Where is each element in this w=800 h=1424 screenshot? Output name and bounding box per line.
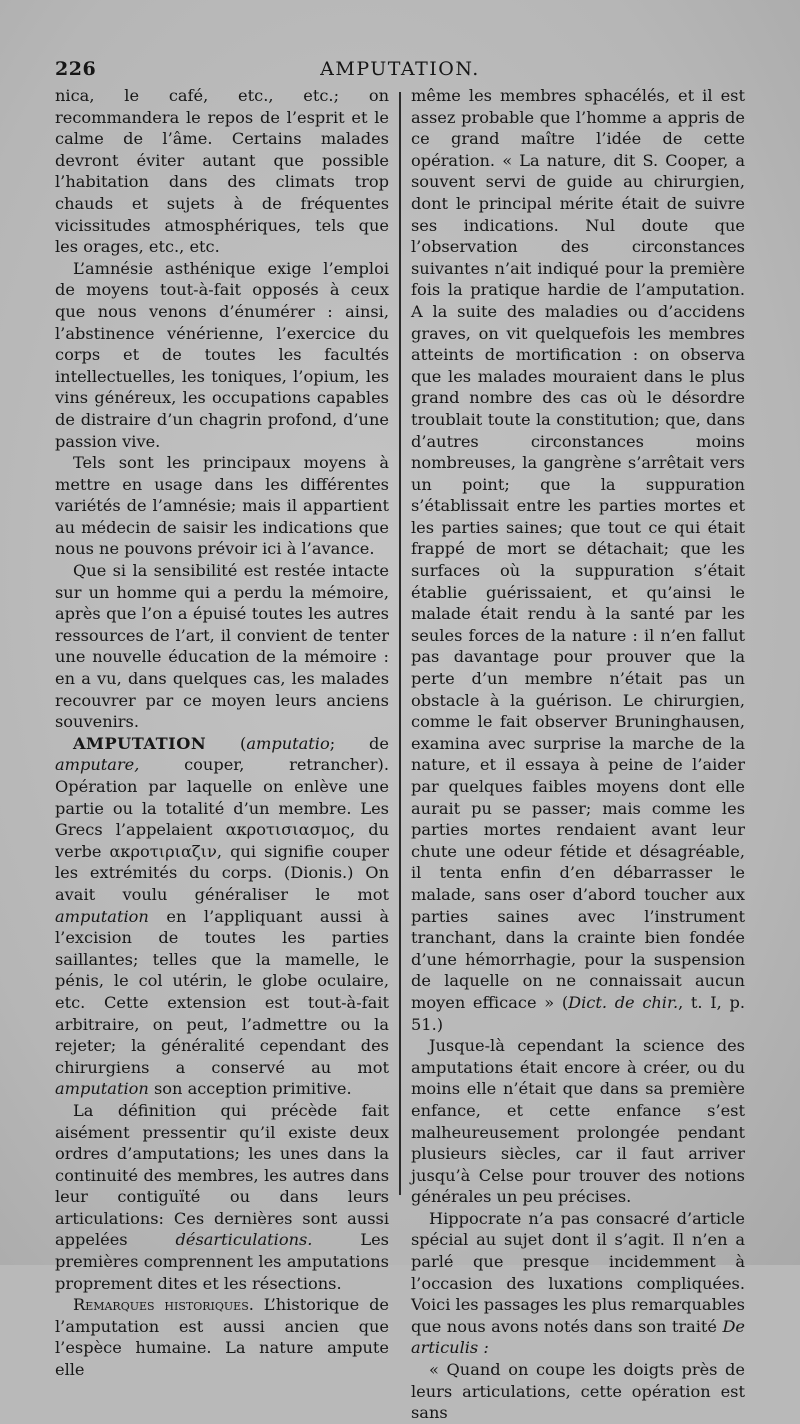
paragraph-main-means: Tels sont les principaux moyens à mettre en usage dans les différentes variétés de l’amnésie; mais il appartient au médecin de saisir les indications que nous ne pouvons prévoir ici à l’avance. <box>55 453 389 559</box>
page-number: 226 <box>55 58 97 80</box>
right-column <box>411 85 745 1424</box>
paragraph-quote-start: « Quand on coupe les doigts près de leurs articulations, cette opération est sans <box>411 1360 745 1423</box>
column-divider <box>399 92 401 1195</box>
paragraph-cooper-quote: même les membres sphacélés, et il est assez probable que l’homme a appris de ce grand maître l’idée de cette opération. « La nature, dit S. Cooper, a souvent servi de guide au chirurgien, dont le principal mérite était de suivre ses indications. Nul doute que l’observation des circonstances suivantes n’ait indiqué pour la première fois la pratique hardie de l’amputation. A la suite des maladies ou d’accidens graves, on vit quelquefois les membres atteints de mortification : on observa que les malades mouraient dans le plus grand nombre des cas où le désordre troublait toute la constitution; que, dans d’autres circonstances moins nombreuses, la gangrène s’arrêtait vers un point; que la suppuration s’établissait entre les parties mortes et les parties saines; que tout ce qui était frappé de mort se détachait; que les surfaces où la suppuration s’était établie guérissaient, et qu’ainsi le malade était rendu à la santé par les seules forces de la nature : il n’en fallut pas davantage pour prouver que la perte d’un membre n’était pas un obstacle à la guérison. Le chirurgien, comme le fait observer Bruninghausen, examina avec surprise la marche de la nature, et il essaya à peine de l’aider par quelques faibles moyens dont elle aurait pu se passer; mais comme les parties mortes rendaient avant leur chute une odeur fétide et désagréable, il tenta enfin d’en débarrasser le malade, sans oser d’abord toucher aux parties saines avec l’instrument tranchant, dans la crainte bien fondée d’une hémorrhagie, pour la suspension de laquelle on ne connaissait aucun moyen efficace » (Dict. de chir., t. I, p. 51.) <box>411 86 745 1034</box>
treatise-title: De articulis : <box>411 1316 745 1358</box>
paragraph-science-amputations: Jusque-là cependant la science des amputations était encore à créer, ou du moins elle n’était que dans sa première enfance, et cette enfance s’est malheureusement prolongée pendant plusieurs siècles, car il faut arriver jusqu’à Celse pour trouver des notions générales un peu précises. <box>411 1036 745 1207</box>
citation: Dict. de chir. <box>568 992 679 1012</box>
page-header <box>55 58 745 84</box>
paragraph-memory-education: Que si la sensibilité est restée intacte sur un homme qui a perdu la mémoire, après que l’on a épuisé toutes les autres ressources de l’art, il convient de tenter une nouvelle éducation de la mémoire : en a vu, dans quelques cas, les malades recouvrer par ce moyen leurs anciens souvenirs. <box>55 561 389 732</box>
entry-term: AMPUTATION <box>73 733 207 753</box>
entry-amputation: AMPUTATION (amputatio; de amputare, couper, retrancher). Opération par laquelle on enlève une partie ou la totalité d’un membre. Les Grecs l’appelaient ακροτισιασμος, du verbe ακροτιριαζιν, qui signifie couper les extrémités du corps. (Dionis.) On avait voulu généraliser le mot amputation en l’appliquant aussi à l’excision de toutes les parties saillantes; telles que la mamelle, le pénis, le col utérin, le globe oculaire, etc. Cette extension est tout-à-fait arbitraire, on peut, l’admettre ou la rejeter; la généralité cependant des chirurgiens a conservé au mot amputation son acception primitive. <box>55 733 389 1099</box>
paragraph-historical-remarks: Remarques historiques. L’historique de l’amputation est aussi ancien que l’espèce humaine. La nature ampute elle <box>55 1295 390 1380</box>
left-column <box>55 85 389 1381</box>
paragraph-continuation: nica, le café, etc., etc.; on recommandera le repos de l’esprit et le calme de l’âme. Certains malades devront éviter autant que possible l’habitation dans des climats trop chauds et sujets à de fréquentes vicissitudes atmosphériques, tels que les orages, etc., etc. <box>55 86 389 257</box>
paragraph-hippocrate: Hippocrate n’a pas consacré d’article spécial au sujet dont il s’agit. Il n’en a parlé que presque incidemment à l’occasion des luxations compliquées. Voici les passages les plus remarquables que nous avons notés dans son traité De articulis : <box>411 1208 745 1358</box>
paragraph-definition: La définition qui précède fait aisément pressentir qu’il existe deux ordres d’amputations; les unes dans la continuité des membres, les autres dans leur contiguïté ou dans leurs articulations: Ces dernières sont aussi appelées désarticulations. Les premières comprennent les amputations proprement dites et les résections. <box>55 1100 389 1293</box>
running-title: AMPUTATION. <box>320 58 480 80</box>
section-heading: Remarques historiques. <box>73 1295 254 1315</box>
latin-verb: amputare, <box>55 755 140 775</box>
paragraph-asthenic-amnesia: L’amnésie asthénique exige l’emploi de moyens tout-à-fait opposés à ceux que nous venons d’énumérer : ainsi, l’abstinence vénérienne, l’exercice du corps et de toutes les facultés intellectuelles, les toniques, l’opium, les vins généreux, les occupations capables de distraire d’un chagrin profond, d’une passion vive. <box>55 258 389 451</box>
latin-term: amputatio <box>246 733 330 753</box>
